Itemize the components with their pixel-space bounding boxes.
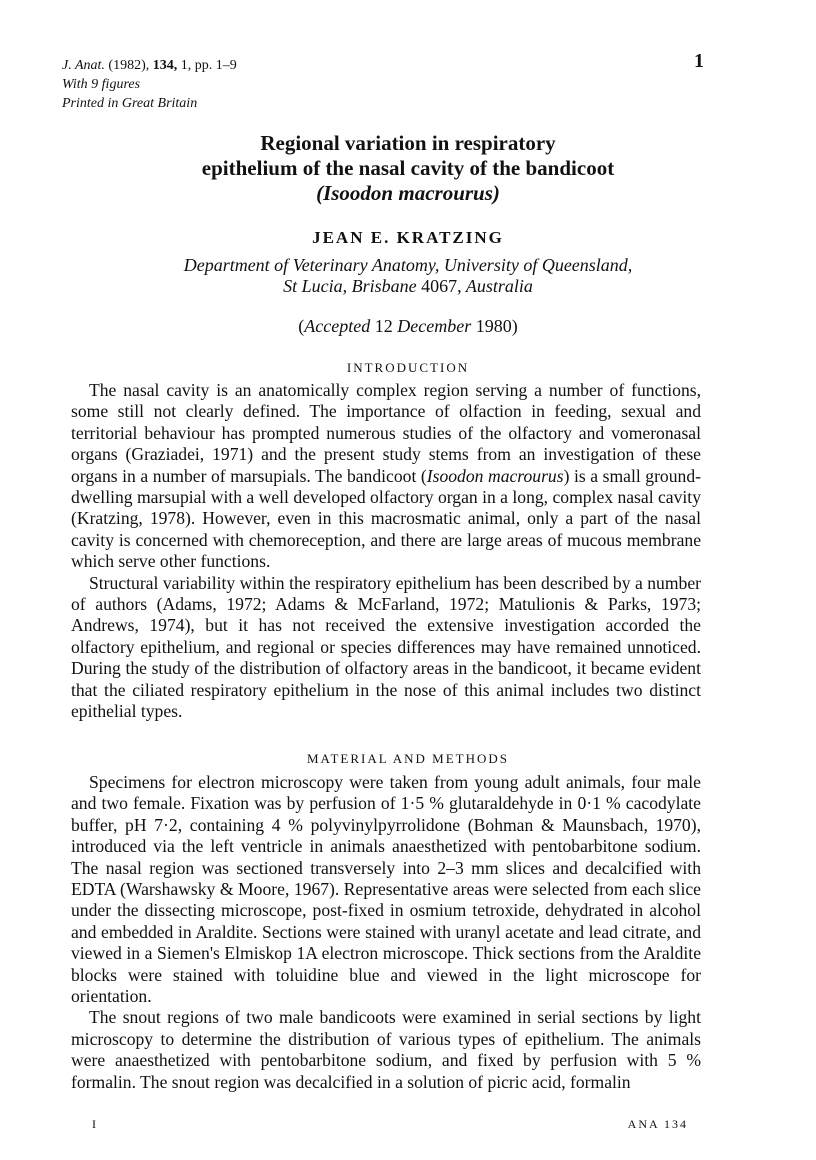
- intro-p1-text-a: The nasal cavity is an anatomically complex region serving a number of functions, some still not clearly defined. The importance of olfaction in feeding, sexual and territorial behaviour has prompted numerous studies of the olfactory and vomeronasal organs (Graziadei, 1971) and the present study stems from an investigation of these organs in a number of marsupials. The bandicoot (: [71, 380, 701, 486]
- methods-paragraph-2: The snout regions of two male bandicoots were examined in serial sections by light microscopy to determine the distribution of various types of epithelium. The animals were anaesthetized with pentobarbitone sodium, and fixed by perfusion with 5 % formalin. The snout region was decalcified in a solution of picric acid, formalin: [71, 1007, 701, 1092]
- affiliation: [0, 255, 816, 297]
- citation-line: [62, 56, 237, 75]
- page-number: 1: [694, 50, 704, 72]
- signature-mark: I: [92, 1117, 96, 1131]
- journal-pages: 1, pp. 1–9: [180, 58, 237, 73]
- affiliation-line-1: Department of Veterinary Anatomy, University of Queensland,: [183, 255, 633, 275]
- introduction-body: [71, 380, 701, 723]
- printed-in: Printed in Great Britain: [62, 96, 198, 111]
- accepted-year: 1980): [475, 316, 518, 336]
- journal-name: J. Anat.: [62, 58, 105, 73]
- methods-heading: MATERIAL AND METHODS: [306, 751, 510, 766]
- affiliation-city: St Lucia, Brisbane: [283, 276, 417, 296]
- author-name: JEAN E. KRATZING: [312, 228, 504, 247]
- footer-code: ANA 134: [627, 1117, 688, 1131]
- accepted-day: 12: [374, 316, 393, 336]
- journal-citation: [62, 56, 237, 113]
- journal-year: (1982),: [108, 58, 150, 73]
- accepted-paren: (: [298, 316, 305, 336]
- methods-paragraph-1: Specimens for electron microscopy were taken from young adult animals, four male and two female. Fixation was by perfusion of 1·5 % glutaraldehyde in 0·1 % cacodylate buffer, pH 7·2, containing 4 % polyvinylpyrrolidone (Bohman & Maunsbach, 1970), introduced via the left ventricle in animals anaesthetized with pentobarbitone sodium. The nasal region was sectioned transversely into 2–3 mm slices and decalcified with EDTA (Warshawsky & Moore, 1967). Representative areas were selected from each slice under the dissecting microscope, post-fixed in osmium tetroxide, dehydrated in alcohol and embedded in Araldite. Sections were stained with uranyl acetate and lead citrate, and viewed in a Siemen's Elmiskop 1A electron microscope. Thick sections from the Araldite blocks were stained with toluidine blue and viewed in the light microscope for orientation.: [71, 772, 701, 1007]
- intro-p1-text-b: ) is a small ground-dwelling marsupial with a well developed olfactory organ in a long, complex nasal cavity (Kratzing, 1978). However, even in this macrosmatic animal, only a part of the nasal cavity is concerned with chemoreception, and there are large areas of mucous membrane which serve other functions.: [71, 465, 701, 572]
- accepted-date: [0, 316, 816, 337]
- paper-title: [0, 131, 816, 206]
- introduction-heading: INTRODUCTION: [346, 360, 470, 375]
- title-line-1: Regional variation in respiratory: [260, 131, 556, 155]
- title-line-3: (Isoodon macrourus): [316, 181, 500, 205]
- accepted-month: December: [397, 316, 472, 336]
- introduction-paragraph-1: [71, 380, 701, 573]
- affiliation-line-2: [0, 276, 816, 297]
- affiliation-postcode: 4067,: [421, 276, 462, 296]
- journal-volume: 134,: [152, 58, 178, 73]
- title-line-2: epithelium of the nasal cavity of the bandicoot: [201, 156, 615, 180]
- affiliation-country: Australia: [465, 276, 533, 296]
- species-name: Isoodon macrourus: [426, 465, 564, 486]
- accepted-label: Accepted: [304, 316, 371, 336]
- introduction-paragraph-2: Structural variability within the respiratory epithelium has been described by a number of authors (Adams, 1972; Adams & McFarland, 1972; Matulionis & Parks, 1973; Andrews, 1974), but it has not received the extensive investigation accorded the olfactory epithelium, and regional or species differences may have remained unnoticed. During the study of the distribution of olfactory areas in the bandicoot, it became evident that the ciliated respiratory epithelium in the nose of this animal includes two distinct epithelial types.: [71, 572, 701, 722]
- methods-body: [71, 772, 701, 1093]
- figure-count: With 9 figures: [62, 77, 141, 92]
